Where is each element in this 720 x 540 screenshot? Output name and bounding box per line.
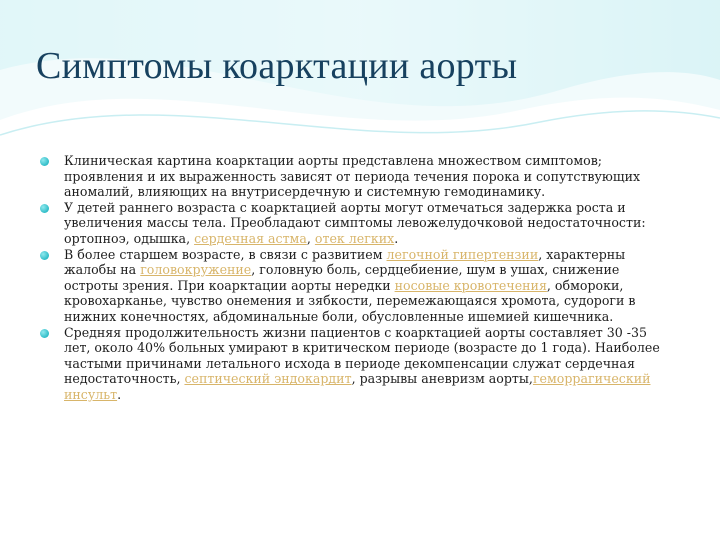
bullet-text: Клиническая картина коарктации аорты представлена множеством симптомов; проявления и их выраженность зависят от периода течения порока и сопутствующих аномалий, влияющих на внутрисердечную и системную гемодинамику. — [64, 153, 641, 200]
bullet-text: , обмороки, кровохарканье, чувство онемения и зябкости, перемежающаяся хромота, судороги в нижних конечностях, абдоминальные боли, обусловленные ишемией кишечника. — [64, 277, 636, 324]
link-septic-endocarditis[interactable]: септический эндокардит — [184, 371, 352, 387]
bullet-text: Средняя продолжительность жизни пациентов с коарктацией аорты составляет 30 -35 лет, около 40% больных умирают в критическом периоде (возрасте до 1 года). Наиболее частыми причинами летального исхода в периоде декомпенсации служат сердечная недостаточность, — [64, 324, 660, 387]
link-dizziness[interactable]: головокружение — [140, 262, 252, 278]
bullet-text: , разрывы аневризм аорты, — [351, 371, 533, 387]
bullet-item — [40, 247, 676, 325]
bullet-text: . — [394, 230, 399, 246]
bullet-text: У детей раннего возраста с коарктацией аорты могут отмечаться задержка роста и увеличения массы тела. Преобладают симптомы левожелудочковой недостаточности: ортопноэ, одышка, — [64, 199, 646, 246]
bullet-icon — [40, 157, 49, 166]
bullet-icon — [40, 329, 49, 338]
bullet-item — [40, 325, 676, 403]
link-hemorrhagic-stroke[interactable]: геморрагический инсульт — [64, 371, 651, 402]
bullet-icon — [40, 204, 49, 213]
link-cardiac-asthma[interactable]: сердечная астма — [194, 230, 307, 246]
link-nosebleeds[interactable]: носовые кровотечения — [394, 277, 547, 293]
bullet-text: , характерны жалобы на — [64, 246, 626, 278]
bullet-item — [40, 200, 676, 247]
link-pulmonary-hypertension[interactable]: легочной гипертензии — [386, 246, 539, 262]
bullet-text: . — [117, 386, 122, 402]
bullet-item — [40, 153, 676, 200]
bullet-text: В более старшем возрасте, в связи с развитием — [64, 246, 387, 262]
bullet-text: , головную боль, сердцебиение, шум в ушах, снижение остроты зрения. При коарктации аорты нередки — [64, 262, 620, 293]
slide-title: Симптомы коарктации аорты — [36, 45, 518, 87]
bullet-text: , — [306, 230, 315, 246]
link-pulmonary-edema[interactable]: отек легких — [314, 230, 395, 246]
symptom-bullet-list — [40, 153, 676, 403]
bullet-icon — [40, 251, 49, 260]
